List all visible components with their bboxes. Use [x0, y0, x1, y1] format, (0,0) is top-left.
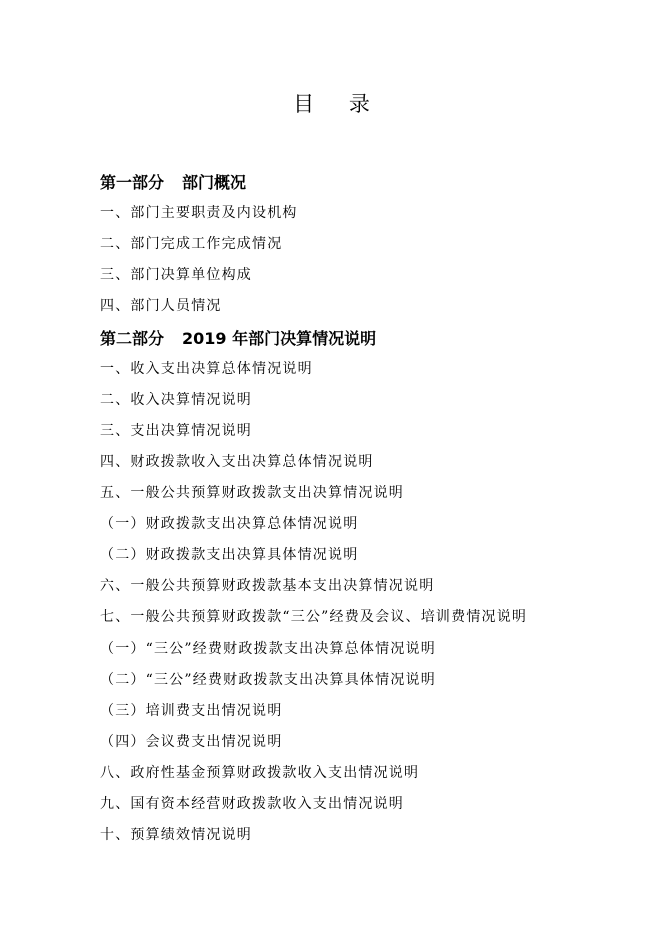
toc-item: 六、一般公共预算财政拨款基本支出决算情况说明 — [100, 578, 435, 595]
toc-item: 三、支出决算情况说明 — [100, 422, 252, 439]
toc-item: （一）财政拨款支出决算总体情况说明 — [100, 516, 359, 533]
page-title: 目 录 — [293, 92, 384, 116]
toc-item: 八、政府性基金预算财政拨款收入支出情况说明 — [100, 764, 420, 781]
toc-item: 三、部门决算单位构成 — [100, 267, 252, 284]
toc-item: 七、一般公共预算财政拨款“三公”经费及会议、培训费情况说明 — [100, 609, 528, 626]
toc-item: （一）“三公”经费财政拨款支出决算总体情况说明 — [100, 640, 436, 657]
toc-item: （三）培训费支出情况说明 — [100, 702, 283, 719]
toc-item: 二、部门完成工作完成情况 — [100, 236, 283, 253]
toc-part-label: 部门概况 — [182, 173, 247, 192]
toc-item: 四、部门人员情况 — [100, 298, 222, 315]
toc-item: （二）财政拨款支出决算具体情况说明 — [100, 547, 359, 564]
toc-item: 一、收入支出决算总体情况说明 — [100, 360, 313, 377]
toc-item: 十、预算绩效情况说明 — [100, 827, 252, 844]
toc-item: 一、部门主要职责及内设机构 — [100, 205, 298, 222]
toc-part-number: 第二部分 — [100, 328, 165, 348]
toc-part-heading — [100, 327, 376, 351]
toc-item: （四）会议费支出情况说明 — [100, 733, 283, 750]
toc-part-label: 2019 年部门决算情况说明 — [182, 328, 377, 348]
toc-part-number: 第一部分 — [100, 173, 165, 192]
toc-item: 五、一般公共预算财政拨款支出决算情况说明 — [100, 485, 404, 501]
toc-part-heading — [100, 171, 246, 195]
toc-item: （二）“三公”经费财政拨款支出决算具体情况说明 — [100, 671, 436, 688]
toc-item: 二、收入决算情况说明 — [100, 391, 252, 408]
toc-item: 九、国有资本经营财政拨款收入支出情况说明 — [100, 796, 404, 812]
toc-item: 四、财政拨款收入支出决算总体情况说明 — [100, 453, 374, 470]
